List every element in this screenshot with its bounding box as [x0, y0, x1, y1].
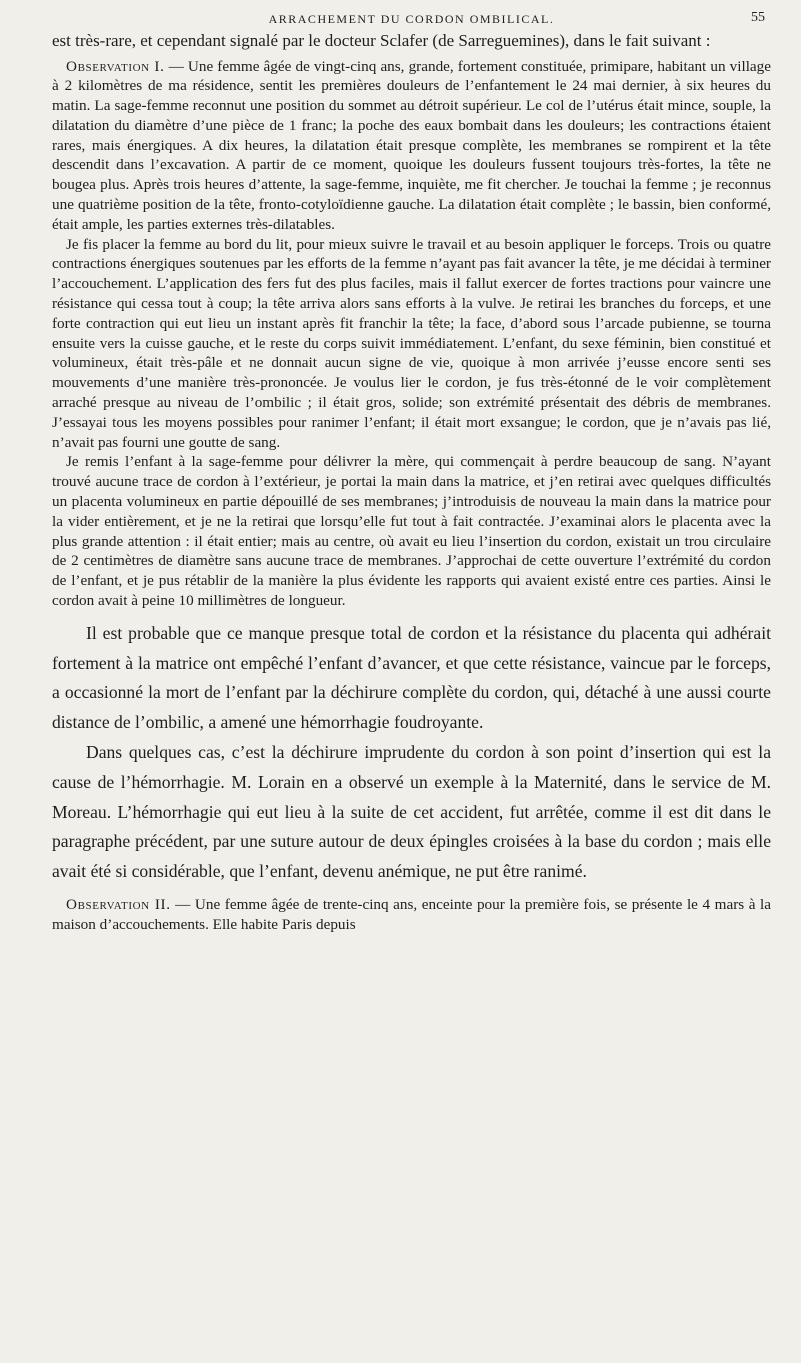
running-title: ARRACHEMENT DU CORDON OMBILICAL.: [268, 12, 555, 26]
commentary-paragraph-1: Il est probable que ce manque presque total de cordon et la résistance du placenta qui adhérait fortement à la matrice ont empêché l’enfant d’avancer, et que cette résistance, vaincue par le forceps, a occasionné la mort de l’enfant par la déchirure complète du cordon, qui, détaché à une aussi courte distance de l’ombilic, a amené une hémorrhagie foudroyante.: [52, 622, 771, 733]
observation-1-paragraph-1: [52, 57, 771, 235]
observation-1-paragraph-3: Je remis l’enfant à la sage-femme pour délivrer la mère, qui commençait à perdre beaucoup de sang. N’ayant trouvé aucune trace de cordon à l’extérieur, je portai la main dans la matrice, et j’en retirai avec quelques difficultés un placenta volumineux en partie dépouillé de ses membranes; j’introduisis de nouveau la main dans la matrice pour la vider entièrement, et je ne la retirai que lorsqu’elle fut tout à fait contractée. J’examinai alors le placenta avec la plus grande attention : il était entier; mais au centre, où avait eu lieu l’insertion du cordon, existait un trou circulaire de 2 centimètres de diamètre sans aucune trace de membranes. J’approchai de cette ouverture l’extrémité du cordon de l’enfant, et je pus rétablir de la manière la plus évidente les rapports qui avaient existé entre ces parties. Ainsi le cordon avait à peine 10 millimètres de longueur.: [52, 453, 771, 610]
intro-paragraph: est très-rare, et cependant signalé par le docteur Sclafer (de Sarreguemines), dans le fait suivant :: [52, 31, 711, 50]
page-number: 55: [751, 10, 765, 25]
observation-2-text: — Une femme âgée de trente-cinq ans, enceinte pour la première fois, se présente le 4 mars à la maison d’accouchements. Elle habite Paris depuis: [52, 895, 772, 933]
observation-2-label: Observation II.: [66, 895, 171, 913]
commentary-paragraph-2: Dans quelques cas, c’est la déchirure imprudente du cordon à son point d’insertion qui est la cause de l’hémorrhagie. M. Lorain en a observé un exemple à la Maternité, dans le service de M. Moreau. L’hémorrhagie qui eut lieu à la suite de cet accident, fut arrêtée, comme il est dit dans le paragraphe précédent, par une suture autour de deux épingles croisées à la base du cordon ; mais elle avait été si considérable, que l’enfant, devenu anémique, ne put être ranimé.: [52, 742, 771, 882]
observation-1-label: Observation I.: [66, 57, 165, 75]
running-head: [52, 8, 771, 30]
observation-1-text: — Une femme âgée de vingt-cinq ans, grande, fortement constituée, primipare, habitant un village à 2 kilomètres de ma résidence, sentit les premières douleurs de l’enfantement le 24 mai dernier, à six heures du matin. La sage-femme reconnut une position du sommet au détroit supérieur. Le col de l’utérus était mince, souple, la dilatation du diamètre d’une pièce de 1 franc; la poche des eaux bombait dans les douleurs; les contractions étaient rares, mais énergiques. A dix heures, la dilatation était presque complète, les membranes se rompirent et la tête descendit dans l’excavation. A partir de ce moment, quoique les douleurs fussent toujours très-fortes, la tête ne bougea plus. Après trois heures d’attente, la sage-femme, inquiète, me fit chercher. Je touchai la femme ; je reconnus une quatrième position de la tête, fronto-cotyloïdienne gauche. La dilatation était complète ; le bassin, bien conformé, était ample, les parties externes très-dilatables.: [52, 57, 771, 233]
observation-2-paragraph: [52, 895, 771, 935]
observation-1-paragraph-2: Je fis placer la femme au bord du lit, pour mieux suivre le travail et au besoin appliquer le forceps. Trois ou quatre contractions énergiques soutenues par les efforts de la femme n’ayant pas fait avancer la tête, je me décidai à terminer l’accouchement. L’application des fers fut des plus faciles, mais il fallut exercer de fortes tractions pour vaincre une résistance qui cessa tout à coup; la tête arriva alors sans efforts à la vulve. Je retirai les branches du forceps, et une forte contraction qui eut lieu un instant après fit franchir la tête; la face, d’abord sous l’arcade pubienne, se tourna ensuite vers la cuisse gauche, et le reste du corps suivit immédiatement. L’enfant, du sexe féminin, bien constitué et volumineux, était très-pâle et ne donnait aucun signe de vie, quoique à mon arrivée j’eusse encore senti ses mouvements d’une manière très-prononcée. Je voulus lier le cordon, je fus très-étonné de le voir complètement arraché presque au niveau de l’ombilic ; il était gros, solide; son extrémité présentait des débris de membranes. J’essayai tous les moyens possibles pour ranimer l’enfant; il était mort exsangue; le cordon, que je n’avais pas lié, n’avait pas fourni une goutte de sang.: [52, 235, 771, 451]
